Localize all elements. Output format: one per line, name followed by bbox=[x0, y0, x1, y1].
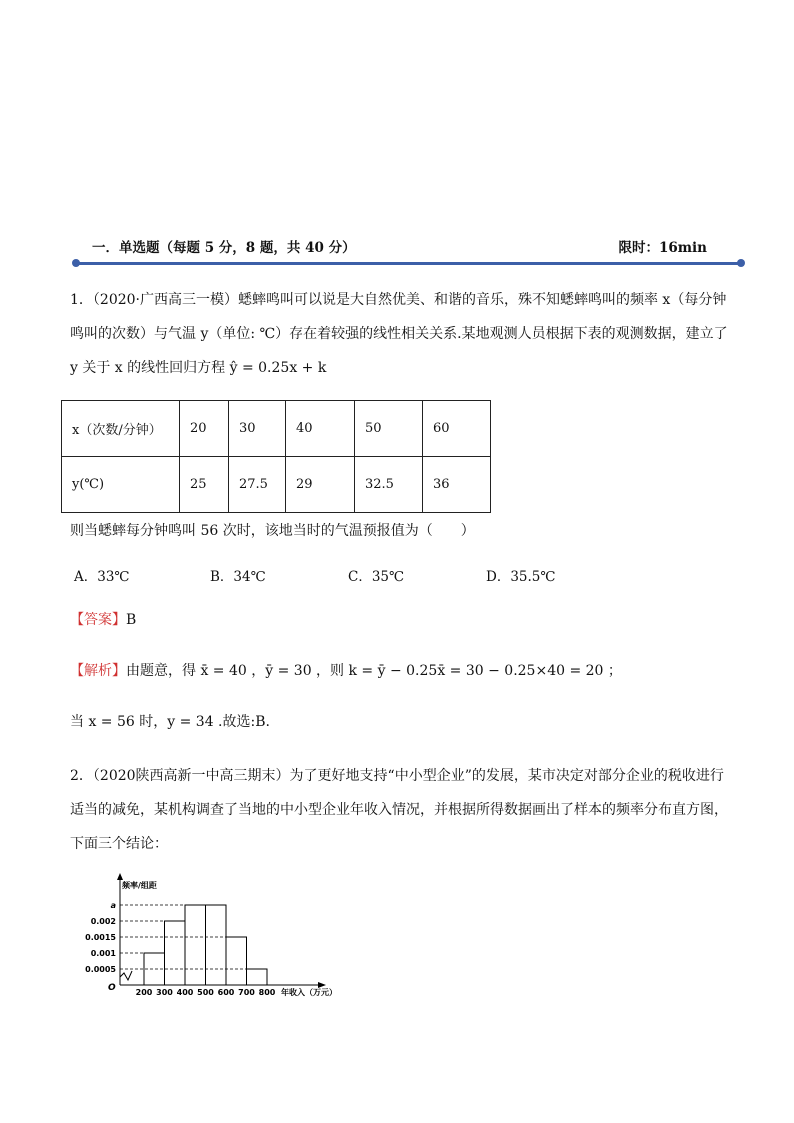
table-cell: 30 bbox=[229, 401, 286, 457]
x-tick-label: 200 bbox=[135, 988, 153, 997]
section-divider bbox=[74, 262, 742, 265]
histogram-bars bbox=[120, 905, 267, 985]
y-tick-label: 0.002 bbox=[90, 917, 116, 926]
x-tick-label: 600 bbox=[217, 988, 235, 997]
histogram-bar bbox=[185, 905, 206, 985]
y-axis-label: 频率/组距 bbox=[122, 881, 157, 890]
question-1-prompt: 则当蟋蟀每分钟鸣叫 56 次时，该地当时的气温预报值为（ ） bbox=[70, 523, 475, 539]
table-cell: 29 bbox=[286, 457, 355, 513]
histogram-bar bbox=[247, 969, 268, 985]
conclusion-line: 当 x = 56 时，y = 34 .故选:B. bbox=[70, 714, 270, 730]
table-cell: 60 bbox=[423, 401, 491, 457]
table-cell: 40 bbox=[286, 401, 355, 457]
x-tick-label: 400 bbox=[176, 988, 194, 997]
table-cell: 25 bbox=[180, 457, 229, 513]
histogram-bar bbox=[206, 905, 227, 985]
table-cell: 32.5 bbox=[355, 457, 423, 513]
histogram-bar bbox=[226, 937, 247, 985]
question-2-line-2: 适当的减免，某机构调查了当地的中小型企业年收入情况，并根据所得数据画出了样本的频率分布直方图， bbox=[70, 802, 728, 818]
question-2-stem bbox=[70, 762, 730, 859]
answer-value: B bbox=[126, 612, 137, 628]
table-cell: 27.5 bbox=[229, 457, 286, 513]
frequency-histogram bbox=[60, 868, 360, 998]
origin-label: O bbox=[108, 983, 116, 993]
table-cell: 50 bbox=[355, 401, 423, 457]
question-1-line-3: y 关于 x 的线性回归方程 ŷ = 0.25x + k bbox=[70, 360, 327, 376]
axis-break-mark bbox=[120, 971, 132, 980]
y-axis-arrow bbox=[117, 873, 123, 880]
question-1-line-1: 1．（2020·广西高三一模）蟋蟀鸣叫可以说是大自然优美、和谐的音乐，殊不知蟋蟀鸣叫的频率 x（每分钟 bbox=[70, 292, 727, 308]
table-row bbox=[62, 401, 491, 457]
analysis-tag: 【解析】 bbox=[70, 663, 126, 679]
question-1-stem bbox=[70, 286, 730, 383]
y-tick-label: a bbox=[110, 901, 116, 910]
table-cell: x（次数/分钟） bbox=[62, 401, 180, 457]
answer-tag: 【答案】 bbox=[70, 612, 126, 628]
option-b: B．34℃ bbox=[210, 569, 266, 585]
question-2-line-3: 下面三个结论： bbox=[70, 836, 168, 852]
x-axis-label: 年收入（万元） bbox=[281, 988, 337, 997]
x-tick-label: 700 bbox=[238, 988, 255, 997]
question-1-line-2: 鸣叫的次数）与气温 y（单位: ℃）存在着较强的线性相关关系.某地观测人员根据下表的观测数据，建立了 bbox=[70, 326, 728, 342]
table-cell: y(℃) bbox=[62, 457, 180, 513]
section-title: 一．单选题（每题 5 分，8 题，共 40 分） bbox=[92, 240, 356, 256]
y-tick-labels bbox=[85, 901, 116, 974]
x-tick-label: 300 bbox=[156, 988, 173, 997]
y-tick-label: 0.0005 bbox=[85, 965, 116, 974]
analysis-text: 由题意，得 x̄ = 40 ，ȳ = 30 ，则 k = ȳ − 0.25x̄ = 30 − 0.25×40 = 20 ； bbox=[126, 663, 622, 679]
table-cell: 20 bbox=[180, 401, 229, 457]
table-row bbox=[62, 457, 491, 513]
x-tick-label: 500 bbox=[197, 988, 214, 997]
y-tick-label: 0.0015 bbox=[85, 933, 116, 942]
option-d: D．35.5℃ bbox=[486, 569, 556, 585]
x-tick-label: 800 bbox=[258, 988, 276, 997]
table-cell: 36 bbox=[423, 457, 491, 513]
rule-right-dot bbox=[737, 259, 745, 267]
question-2-line-1: 2．（2020陕西高新一中高三期末）为了更好地支持“中小型企业”的发展，某市决定对部分企业的税收进行 bbox=[70, 768, 724, 784]
option-c: C．35℃ bbox=[348, 569, 405, 585]
answer-line bbox=[70, 609, 136, 629]
time-limit: 限时：16min bbox=[618, 240, 707, 256]
x-tick-labels bbox=[136, 988, 276, 997]
histogram-bar bbox=[165, 921, 186, 985]
y-tick-label: 0.001 bbox=[90, 949, 116, 958]
observation-table bbox=[61, 400, 491, 513]
analysis-line bbox=[70, 660, 622, 680]
option-a: A．33℃ bbox=[74, 569, 130, 585]
